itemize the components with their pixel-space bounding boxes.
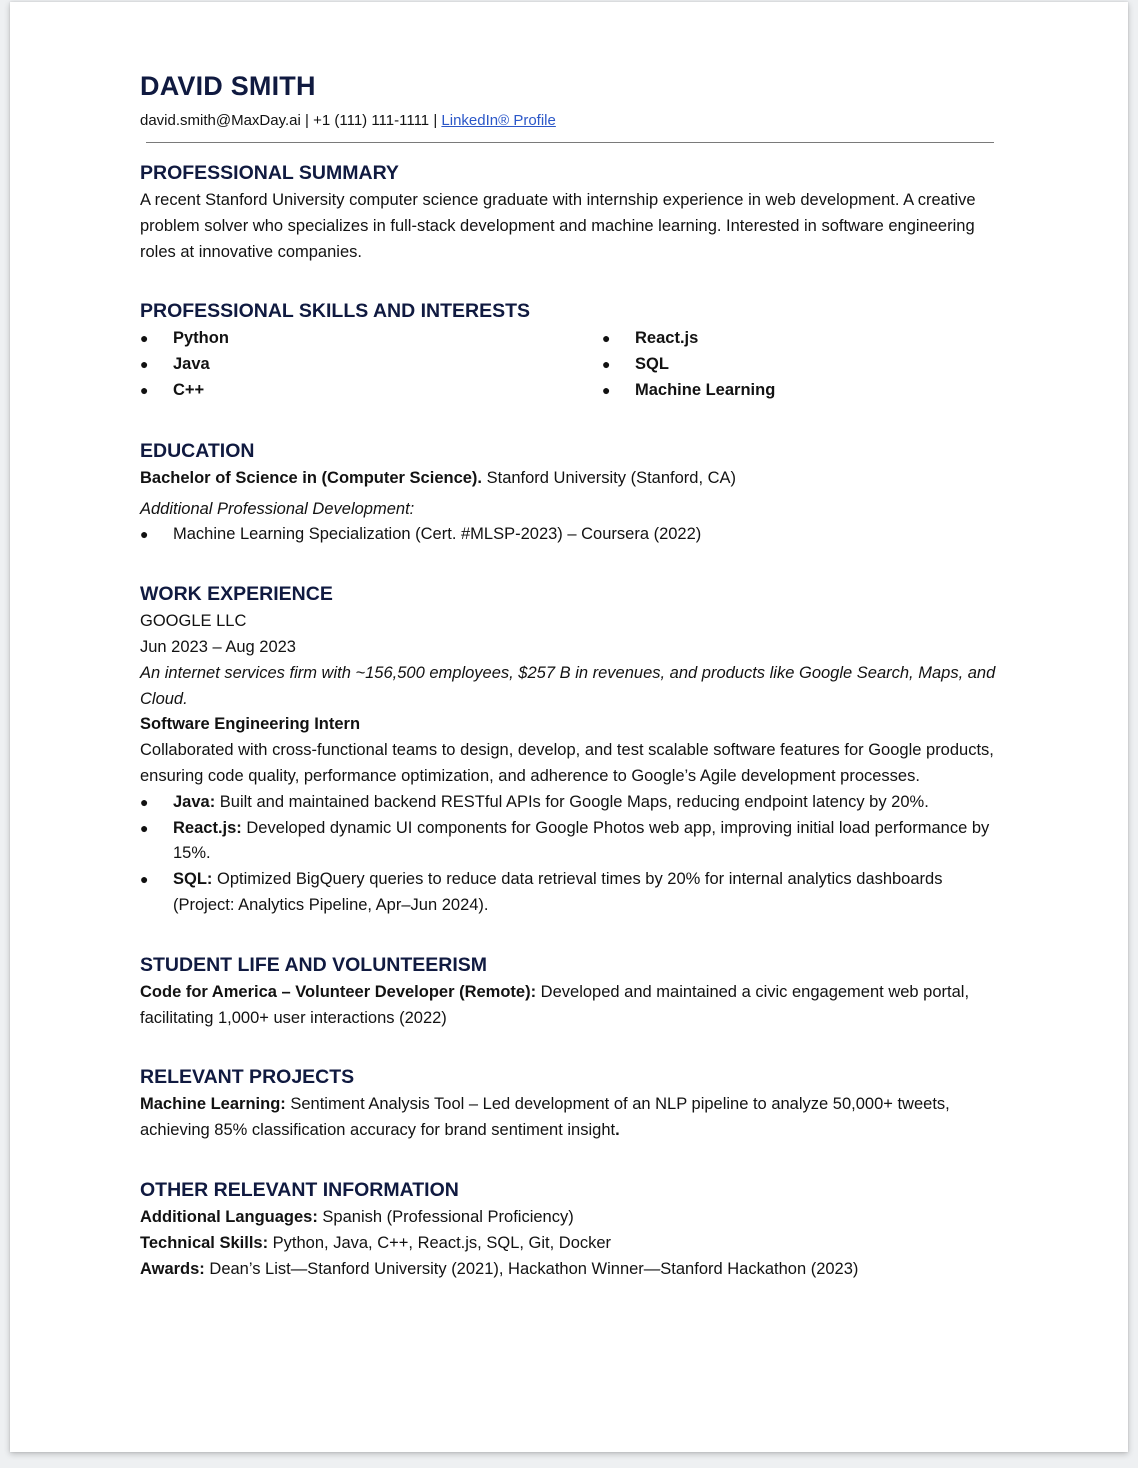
- contact-separator: |: [433, 112, 438, 129]
- achievement-text: SQL: Optimized BigQuery queries to reduce data retrieval times by 20% for internal analytics dashboards (Project: Analytics Pipeline, Apr–Jun 2024).: [173, 870, 943, 914]
- job-title: Software Engineering Intern: [140, 715, 361, 734]
- degree-line: [140, 466, 1000, 492]
- skill-item: [140, 326, 602, 352]
- skill-label: C++: [173, 380, 205, 399]
- volunteer-description: Developed and maintained a civic engagement web portal, facilitating 1,000+ user interactions (2022): [140, 982, 970, 1027]
- projects-section: [140, 1062, 1000, 1144]
- project-entry: [140, 1092, 1000, 1144]
- email-text: david.smith@MaxDay.ai: [140, 112, 301, 129]
- bullet-icon: ●: [140, 526, 149, 543]
- linkedin-profile-link[interactable]: LinkedIn® Profile: [441, 112, 556, 129]
- project-description: Sentiment Analysis Tool – Led development of an NLP pipeline to analyze 50,000+ tweets, achieving 85% classification accuracy for brand sentiment insight: [140, 1095, 950, 1140]
- header-divider: [146, 142, 994, 143]
- school-name: Stanford University (Stanford, CA): [482, 468, 737, 487]
- contact-line: [140, 108, 1000, 134]
- skills-column-left: [140, 326, 602, 403]
- skill-label: Java: [173, 355, 210, 374]
- achievement-item: [140, 867, 1000, 919]
- role-description: Collaborated with cross-functional teams to design, develop, and test scalable software features for Google products, ensuring code quality, performance optimization, and adherence to Google’s Agile development processes.: [140, 741, 994, 785]
- skill-item: [140, 352, 602, 378]
- skill-label: React.js: [635, 329, 699, 348]
- skill-label: Python: [173, 329, 229, 348]
- volunteer-entry: [140, 980, 1000, 1032]
- skill-label: SQL: [635, 355, 669, 374]
- bullet-icon: ●: [602, 330, 611, 347]
- skill-item: [140, 378, 602, 404]
- degree-name: Bachelor of Science in (Computer Science).: [140, 468, 483, 487]
- skills-section: [140, 296, 1000, 403]
- skill-label: Machine Learning: [635, 380, 776, 399]
- bullet-icon: ●: [140, 819, 149, 836]
- achievement-text: React.js: Developed dynamic UI components for Google Photos web app, improving initial load performance by 15%.: [173, 818, 990, 863]
- bullet-icon: ●: [140, 356, 149, 373]
- summary-text: A recent Stanford University computer science graduate with internship experience in web development. A creative problem solver who specializes in full-stack development and machine learning. Interested in software engineering roles at innovative companies.: [140, 191, 976, 261]
- additional-development-label: Additional Professional Development:: [140, 499, 415, 518]
- project-category: Machine Learning:: [140, 1095, 286, 1114]
- bullet-icon: ●: [140, 381, 149, 398]
- education-section: [140, 436, 1000, 548]
- project-period: .: [615, 1121, 620, 1140]
- volunteer-role: Code for America – Volunteer Developer (Remote):: [140, 982, 537, 1001]
- resume-page: [10, 2, 1128, 1452]
- technical-skills-row: Technical Skills: Python, Java, C++, React.js, SQL, Git, Docker: [140, 1233, 612, 1252]
- bullet-icon: ●: [140, 871, 149, 888]
- bullet-icon: ●: [602, 381, 611, 398]
- employment-dates: Jun 2023 – Aug 2023: [140, 637, 296, 656]
- section-title: PROFESSIONAL SUMMARY: [140, 162, 399, 184]
- bullet-icon: ●: [140, 330, 149, 347]
- achievement-text: Java: Built and maintained backend RESTful APIs for Google Maps, reducing endpoint latency by 20%.: [173, 792, 929, 811]
- section-title: EDUCATION: [140, 439, 255, 462]
- certification-text: Machine Learning Specialization (Cert. #MLSP-2023) – Coursera (2022): [173, 525, 702, 544]
- resume-header: [140, 68, 1000, 143]
- certification-item: [140, 522, 1000, 548]
- work-section: [140, 579, 1000, 919]
- awards-row: Awards: Dean’s List—Stanford University (2021), Hackathon Winner—Stanford Hackathon (2023): [140, 1259, 859, 1278]
- bullet-icon: ●: [602, 356, 611, 373]
- skill-item: [602, 378, 1000, 404]
- section-title: WORK EXPERIENCE: [140, 583, 333, 606]
- phone-text: +1 (111) 111-1111: [313, 112, 430, 129]
- skill-item: [602, 352, 1000, 378]
- contact-separator: |: [305, 112, 309, 129]
- company-name: GOOGLE LLC: [140, 612, 247, 631]
- other-info-section: [140, 1175, 1000, 1282]
- section-title: PROFESSIONAL SKILLS AND INTERESTS: [140, 300, 531, 323]
- company-description: An internet services firm with ~156,500 employees, $257 B in revenues, and products like Google Search, Maps, and Cloud.: [140, 663, 996, 708]
- achievement-item: [140, 790, 1000, 816]
- section-title: STUDENT LIFE AND VOLUNTEERISM: [140, 953, 488, 976]
- section-title: OTHER RELEVANT INFORMATION: [140, 1178, 459, 1201]
- bullet-icon: ●: [140, 793, 149, 810]
- achievement-item: [140, 816, 1000, 868]
- summary-section: [140, 158, 1000, 265]
- section-title: RELEVANT PROJECTS: [140, 1066, 355, 1089]
- skill-item: [602, 326, 1000, 352]
- skills-column-right: [602, 326, 1000, 403]
- languages-row: Additional Languages: Spanish (Professional Proficiency): [140, 1207, 574, 1226]
- student-life-section: [140, 950, 1000, 1032]
- skills-grid: [140, 326, 1000, 403]
- candidate-name: DAVID SMITH: [140, 71, 316, 101]
